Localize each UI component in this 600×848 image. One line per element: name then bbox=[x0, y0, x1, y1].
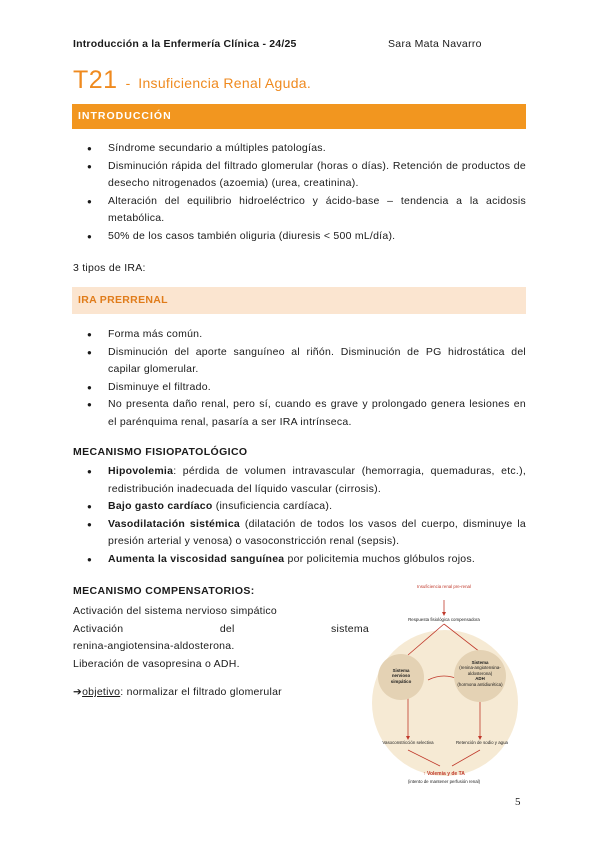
course-header: Introducción a la Enfermería Clínica - 24/25 bbox=[73, 38, 297, 50]
item-text: por policitemia muchos glóbulos rojos. bbox=[284, 552, 476, 565]
prerrenal-heading-bar bbox=[72, 287, 526, 314]
list-item bbox=[72, 498, 526, 516]
list-item: ● Disminuye el filtrado. bbox=[72, 379, 526, 397]
list-item: ● 50% de los casos también oliguria (diuresis < 500 mL/día). bbox=[72, 228, 526, 246]
author-name: Sara Mata Navarro bbox=[388, 38, 482, 50]
diagram-right-label: Sistema bbox=[471, 660, 489, 665]
topic-number: T21 bbox=[73, 66, 118, 94]
intro-heading: INTRODUCCIÓN bbox=[78, 110, 172, 122]
diagram-right-bubble bbox=[454, 650, 506, 702]
compensatorio-line: renina-angiotensina-aldosterona. bbox=[73, 640, 235, 652]
mecanismo-list bbox=[72, 463, 526, 568]
page-title bbox=[73, 66, 311, 95]
intro-heading-bar bbox=[72, 104, 526, 129]
list-item: ● No presenta daño renal, pero sí, cuando es grave y prolongado genera lesiones en el parénquima renal, pasaría a ser IRA intrínseca. bbox=[72, 396, 526, 431]
list-item: ● Forma más común. bbox=[72, 326, 526, 344]
diagram-right-adh: ADH bbox=[475, 676, 485, 682]
objetivo-line bbox=[73, 686, 282, 698]
compensatorio-line: Activación del sistema bbox=[73, 622, 369, 635]
item-text: (dilatación de todos los vasos del cuerpo, disminuye la presión arterial y venosa) o vasoconstricción renal (sepsis). bbox=[108, 517, 526, 547]
list-item bbox=[72, 516, 526, 551]
item-term: Hipovolemia bbox=[108, 465, 174, 477]
list-item: ● Alteración del equilibrio hidroeléctrico y ácido-base – tendencia a la acidosis metabólica. bbox=[72, 193, 526, 228]
compensatorio-text bbox=[73, 603, 369, 673]
list-item: ● Síndrome secundario a múltiples patologías. bbox=[72, 140, 526, 158]
diagram-left-bubble bbox=[378, 654, 424, 700]
item-term: Vasodilatación sistémica bbox=[108, 517, 240, 530]
topic-name: Insuficiencia Renal Aguda. bbox=[138, 75, 312, 91]
prerrenal-list bbox=[72, 326, 526, 431]
diagram-response: Respuesta fisiológica compensadora bbox=[408, 617, 480, 622]
intro-list bbox=[72, 140, 526, 245]
list-item bbox=[72, 551, 526, 569]
diagram-left-label: Sistema nervioso simpático bbox=[390, 668, 412, 684]
list-item: ● Disminución rápida del filtrado glomerular (horas o días). Retención de productos de desecho nitrogenados (azoemia) (urea, creatinina). bbox=[72, 158, 526, 193]
diagram-final: ↑ Volemia y de TA bbox=[423, 771, 465, 777]
types-text: 3 tipos de IRA: bbox=[73, 262, 146, 274]
compensatorio-line: Liberación de vasopresina o ADH. bbox=[73, 657, 240, 670]
item-text: (insuficiencia cardíaca). bbox=[212, 500, 333, 512]
page-number: 5 bbox=[515, 796, 521, 808]
diagram-final-sub: (intento de mantener perfusión renal) bbox=[407, 779, 481, 784]
compensatorio-line: Activación del sistema nervioso simpático bbox=[73, 605, 277, 617]
list-item: ● Disminución del aporte sanguíneo al riñón. Disminución de PG hidrostática del capilar glomerular. bbox=[72, 344, 526, 379]
diagram-right-result: Retención de sodio y agua bbox=[456, 740, 508, 745]
title-dash: - bbox=[125, 75, 131, 91]
prerrenal-heading: IRA PRERRENAL bbox=[78, 294, 168, 306]
compensatorio-heading: MECANISMO COMPENSATORIOS: bbox=[73, 585, 255, 597]
diagram-top: Insuficiencia renal pre-renal bbox=[417, 584, 471, 589]
item-text: : pérdida de volumen intravascular (hemorragia, quemaduras, etc.), redistribución inadecuada del líquido vascular (cirrosis). bbox=[108, 465, 526, 495]
objetivo-label: objetivo bbox=[82, 686, 121, 698]
diagram-right-adh-sub: (hormona antidiurética) bbox=[457, 681, 503, 687]
item-term: Bajo gasto cardíaco bbox=[108, 500, 213, 512]
mecanismo-heading: MECANISMO FISIOPATOLÓGICO bbox=[73, 446, 248, 458]
arrow-icon: ➔ bbox=[73, 686, 83, 698]
diagram-right-sub: (renina-angiotensina-aldosterona) bbox=[459, 665, 501, 676]
diagram-left-result: Vasoconstricción selectiva bbox=[382, 740, 434, 745]
list-item bbox=[72, 463, 526, 498]
compensation-diagram bbox=[368, 580, 520, 795]
item-term: Aumenta la viscosidad sanguínea bbox=[108, 552, 285, 565]
objetivo-text: : normalizar el filtrado glomerular bbox=[120, 686, 282, 698]
